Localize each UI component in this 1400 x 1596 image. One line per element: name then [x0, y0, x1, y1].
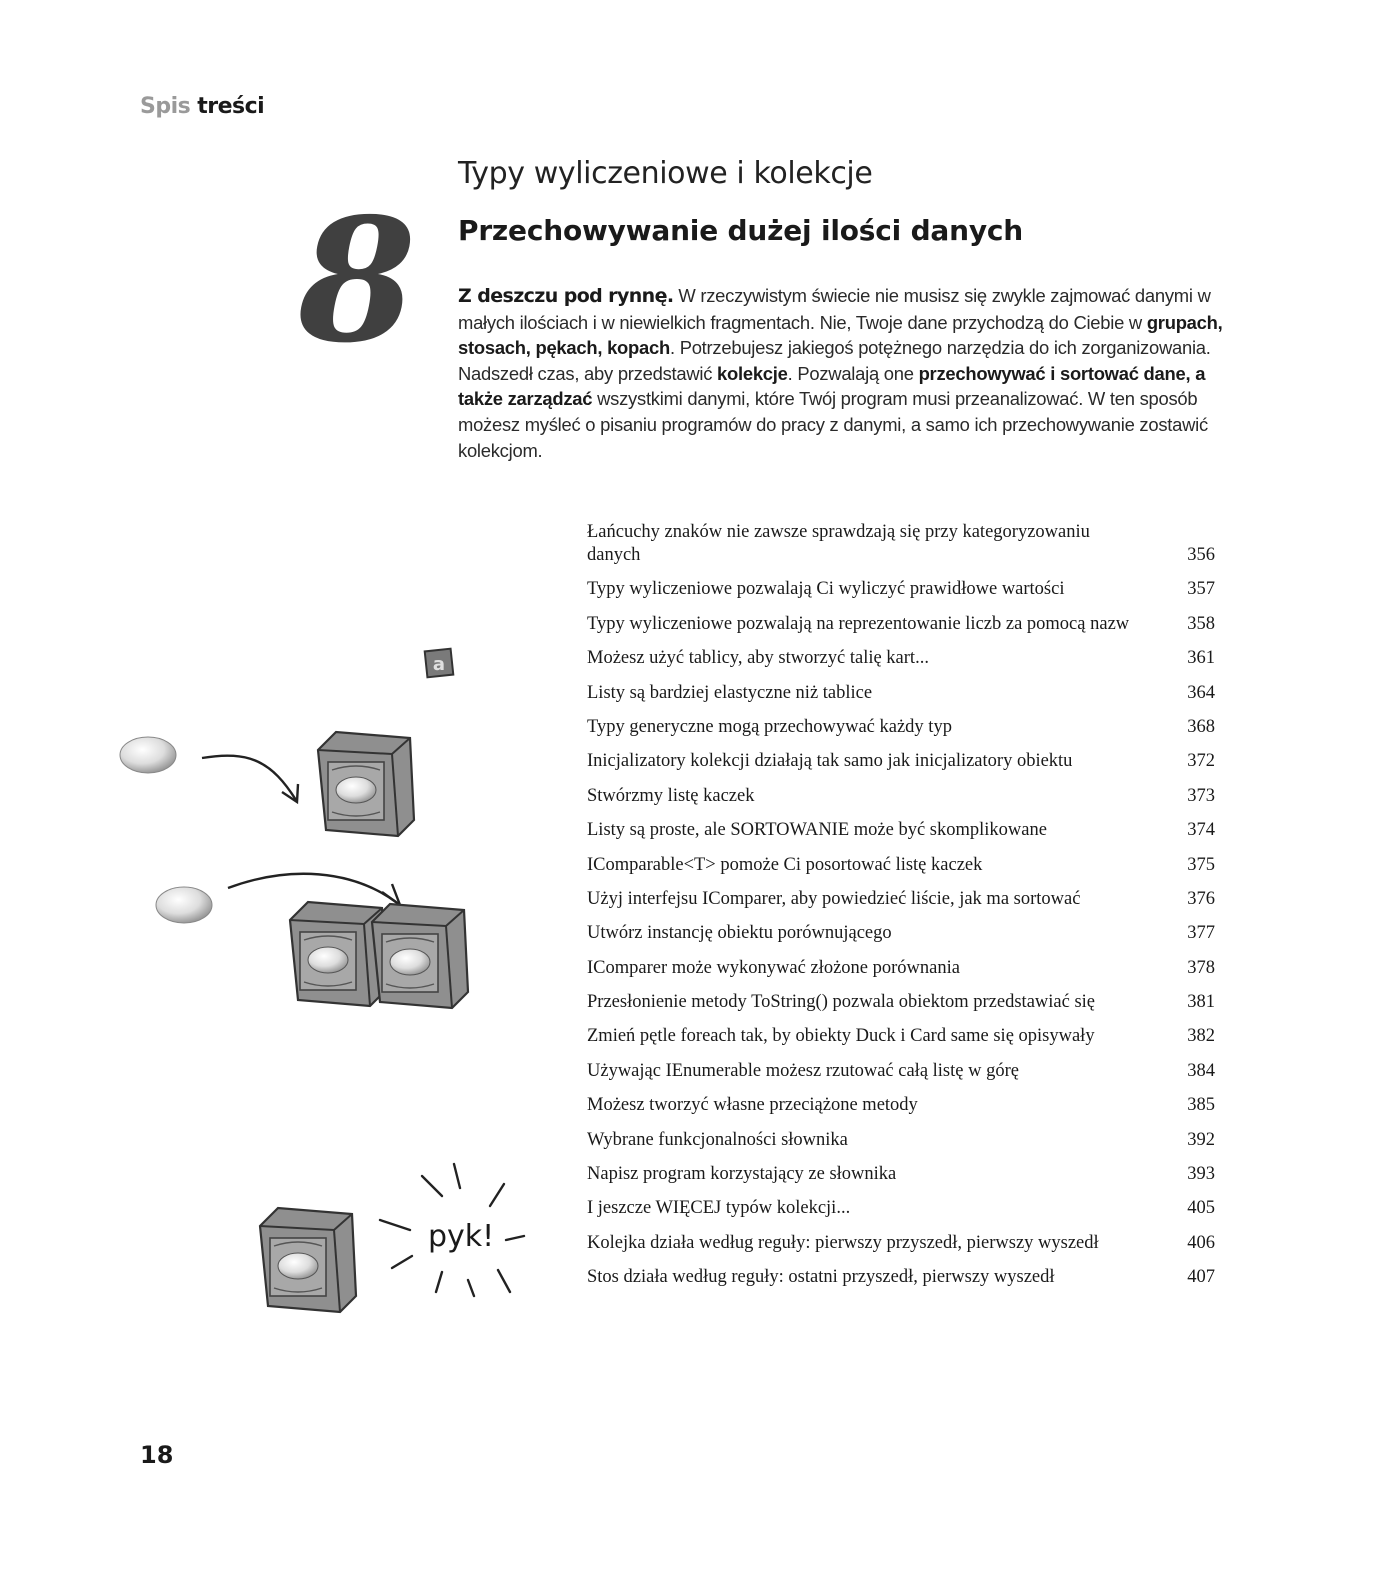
toc-entry-title: Inicjalizatory kolekcji działają tak samo jak inicjalizatory obiektu [587, 751, 1073, 772]
toc-entry-title: IComparer może wykonywać złożone porównania [587, 957, 960, 978]
intro-text: wszystkimi danymi, które Twój program musi przeanalizować. W ten sposób możesz myśleć o pisaniu programów do pracy z danymi, a samo ich przechowywanie zostawić kolekcjom. [458, 388, 1208, 461]
running-head [140, 94, 264, 119]
toc-entry-page: 406 [1187, 1232, 1215, 1253]
crate-icon [372, 904, 468, 1008]
toc-entry-page: 384 [1187, 1060, 1215, 1081]
toc-entry-title: Napisz program korzystający ze słownika [587, 1164, 897, 1185]
egg-icon [120, 737, 176, 773]
intro-lead: Z deszczu pod rynnę. [458, 285, 674, 307]
toc-entry-page: 373 [1187, 785, 1215, 806]
toc-entry-page: 376 [1187, 888, 1215, 909]
toc-entry-title: Stwórzmy listę kaczek [587, 785, 755, 806]
toc-entry [587, 1160, 1215, 1194]
toc-entry-page: 361 [1187, 648, 1215, 669]
toc-entry-page: 356 [1187, 545, 1215, 565]
toc-entry-page: 385 [1187, 1095, 1215, 1116]
toc-entry [587, 518, 1215, 575]
toc-entry [587, 1125, 1215, 1159]
collection-illustration [110, 640, 540, 1340]
toc-entry-page: 381 [1187, 992, 1215, 1013]
egg-icon [156, 887, 212, 923]
toc-entry [587, 1022, 1215, 1056]
toc-entry-page: 378 [1187, 957, 1215, 978]
toc-entry-page: 382 [1187, 1026, 1215, 1047]
toc-entry-title: Możesz użyć tablicy, aby stworzyć talię kart... [587, 648, 929, 669]
chapter-number: 8 [298, 181, 417, 381]
toc-entry [587, 1056, 1215, 1090]
intro-emphasis: kolekcje [717, 362, 788, 384]
toc-entry-page: 357 [1187, 579, 1215, 600]
number-cube [425, 649, 454, 678]
crate-icon [290, 902, 386, 1006]
chapter-intro [458, 283, 1228, 463]
toc-entry-title: Typy wyliczeniowe pozwalają Ci wyliczyć prawidłowe wartości [587, 579, 1065, 600]
toc-entry [587, 575, 1215, 609]
toc-entry-title: Stos działa według reguły: ostatni przyszedł, pierwszy wyszedł [587, 1267, 1055, 1288]
toc-entry-title: Przesłonienie metody ToString() pozwala obiektom przedstawiać się [587, 992, 1096, 1013]
toc-entry-title: Możesz tworzyć własne przeciążone metody [587, 1095, 918, 1116]
toc-entry-title: Używając IEnumerable możesz rzutować całą listę w górę [587, 1060, 1019, 1081]
toc-entry-title: Użyj interfejsu IComparer, aby powiedzieć liście, jak ma sortować [587, 888, 1081, 909]
toc-entry-title: Łańcuchy znaków nie zawsze sprawdzają się przy kategoryzowaniu danych [587, 522, 1090, 565]
toc-entry [587, 747, 1215, 781]
chapter-title: Typy wyliczeniowe i kolekcje [458, 156, 873, 191]
sound-effect-text: pyk! [428, 1219, 495, 1254]
arrow-icon [228, 874, 396, 902]
toc-entry-title: IComparable<T> pomoże Ci posortować listę kaczek [587, 854, 983, 875]
page-number: 18 [140, 1441, 174, 1469]
toc-entry-title: Typy generyczne mogą przechowywać każdy typ [587, 716, 952, 737]
running-head-section: Spis [140, 94, 191, 119]
intro-emphasis: przechowywać i sortować dane, a także zarządzać [458, 362, 1206, 410]
crate-icon [318, 732, 414, 836]
intro-emphasis: grupach, stosach, pękach, kopach [458, 311, 1223, 359]
toc-entry-page: 374 [1187, 820, 1215, 841]
toc-entry-page: 377 [1187, 923, 1215, 944]
toc-entry-page: 358 [1187, 613, 1215, 634]
toc-entry [587, 644, 1215, 678]
arrow-head-icon [382, 884, 400, 905]
intro-text: . Pozwalają one [787, 362, 919, 384]
toc-entry-title: Zmień pętle foreach tak, by obiekty Duck i Card same się opisywały [587, 1026, 1095, 1047]
toc-entry [587, 1091, 1215, 1125]
toc-entry [587, 816, 1215, 850]
toc-entry-page: 375 [1187, 854, 1215, 875]
toc-entry-title: Typy wyliczeniowe pozwalają na reprezentowanie liczb za pomocą nazw [587, 613, 1130, 634]
toc-entry-page: 368 [1187, 716, 1215, 737]
intro-text: W rzeczywistym świecie nie musisz się zwykle zajmować danymi w małych ilościach i w niewielkich fragmentach. Nie, Twoje dane przychodzą do Ciebie w [458, 285, 1211, 333]
toc-entry [587, 781, 1215, 815]
toc-entry-page: 372 [1187, 751, 1215, 772]
table-of-contents [587, 518, 1215, 1297]
intro-text: . Potrzebujesz jakiegoś potężnego narzędzia do ich zorganizowania. Nadszedł czas, aby przedstawić [458, 337, 1211, 384]
toc-entry [587, 885, 1215, 919]
toc-entry-title: Kolejka działa według reguły: pierwszy przyszedł, pierwszy wyszedł [587, 1232, 1099, 1253]
toc-entry [587, 1228, 1215, 1262]
toc-entry [587, 609, 1215, 643]
toc-entry [587, 919, 1215, 953]
toc-entry [587, 1263, 1215, 1297]
toc-entry-title: Listy są bardziej elastyczne niż tablice [587, 682, 873, 703]
running-head-title: treści [197, 94, 265, 119]
toc-entry [587, 850, 1215, 884]
toc-entry [587, 953, 1215, 987]
toc-entry-title: Listy są proste, ale SORTOWANIE może być skomplikowane [587, 820, 1047, 841]
toc-entry [587, 1194, 1215, 1228]
chapter-subtitle: Przechowywanie dużej ilości danych [458, 214, 1024, 247]
toc-entry-page: 393 [1187, 1164, 1215, 1185]
crate-icon [260, 1208, 356, 1312]
cube-label: a [432, 654, 446, 675]
toc-entry [587, 678, 1215, 712]
toc-entry-page: 407 [1187, 1267, 1215, 1288]
toc-entry-page: 392 [1187, 1129, 1215, 1150]
toc-entry-title: Wybrane funkcjonalności słownika [587, 1129, 848, 1150]
toc-entry [587, 988, 1215, 1022]
toc-entry-title: I jeszcze WIĘCEJ typów kolekcji... [587, 1198, 851, 1219]
toc-entry-page: 364 [1187, 682, 1215, 703]
toc-entry-title: Utwórz instancję obiektu porównującego [587, 923, 892, 944]
toc-entry-page: 405 [1187, 1198, 1215, 1219]
toc-entry [587, 713, 1215, 747]
